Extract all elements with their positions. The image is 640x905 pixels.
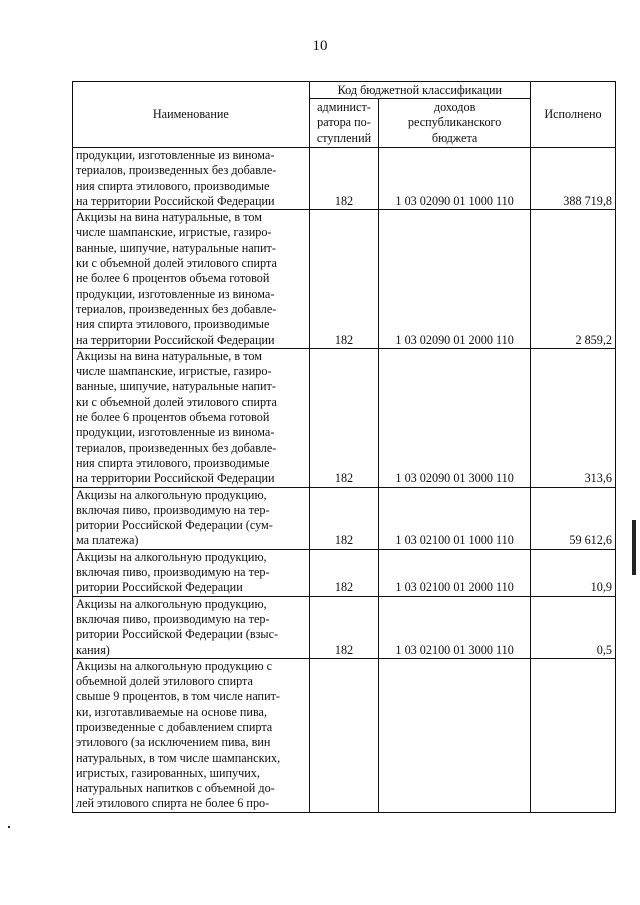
- row-income-code: 1 03 02090 01 3000 110: [379, 348, 531, 487]
- row-admin-code: 182: [309, 348, 379, 487]
- row-income-code: 1 03 02100 01 1000 110: [379, 487, 531, 549]
- page-number: 10: [312, 38, 328, 54]
- scan-dot: [8, 826, 10, 828]
- row-name-line: лей этилового спирта не более 6 про-: [76, 796, 270, 811]
- row-name-line: на территории Российской Федерации: [76, 193, 275, 208]
- row-name-line: ки, изготавливаемые на основе пива,: [76, 704, 267, 719]
- row-admin-code: 182: [309, 148, 379, 210]
- row-executed: [530, 658, 615, 812]
- row-name-line: объемной долей этилового спирта: [76, 674, 253, 689]
- row-admin-code: 182: [309, 487, 379, 549]
- row-name-line: включая пиво, производимую на тер-: [76, 611, 270, 626]
- row-admin-code: [309, 658, 379, 812]
- table-row: [73, 348, 616, 487]
- row-name: [73, 549, 310, 596]
- row-name-line: ки с объемной долей этилового спирта: [76, 394, 277, 409]
- row-executed: 2 859,2: [530, 210, 615, 349]
- row-name-line: ритории Российской Федерации (взыс-: [76, 627, 279, 642]
- header-classification-code: Код бюджетной классификации: [309, 82, 530, 99]
- row-name-line: ния спирта этилового, производимые: [76, 455, 270, 470]
- table-row: [73, 658, 616, 812]
- header-income: [379, 99, 531, 148]
- row-name-line: ритории Российской Федерации (сум-: [76, 518, 273, 533]
- header-admin: [309, 99, 379, 148]
- row-name-line: териалов, произведенных без добавле-: [76, 163, 277, 178]
- row-name-line: на территории Российской Федерации: [76, 332, 275, 347]
- header-income-line: доходов: [433, 99, 476, 114]
- row-name-line: Акцизы на алкогольную продукцию с: [76, 658, 273, 673]
- row-name: [73, 596, 310, 658]
- header-income-line: республиканского: [407, 115, 502, 130]
- header-admin-line: ратора по-: [317, 115, 371, 130]
- row-name: [73, 487, 310, 549]
- budget-table: [72, 81, 616, 813]
- header-name: Наименование: [73, 82, 310, 148]
- row-name-line: на территории Российской Федерации: [76, 471, 275, 486]
- table-row: [73, 148, 616, 210]
- row-name: [73, 658, 310, 812]
- row-income-code: 1 03 02100 01 3000 110: [379, 596, 531, 658]
- row-admin-code: 182: [309, 549, 379, 596]
- row-name-line: включая пиво, производимую на тер-: [76, 502, 270, 517]
- row-name-line: включая пиво, производимую на тер-: [76, 565, 270, 580]
- row-name-line: ма платежа): [76, 533, 139, 548]
- row-executed: 313,6: [530, 348, 615, 487]
- row-name-line: продукции, изготовленные из винома-: [76, 425, 275, 440]
- row-name-line: Акцизы на алкогольную продукцию,: [76, 596, 267, 611]
- row-name: [73, 348, 310, 487]
- row-name-line: продукции, изготовленные из винома-: [76, 148, 275, 162]
- table-row: [73, 487, 616, 549]
- header-admin-line: админист-: [317, 99, 371, 114]
- table-row: [73, 596, 616, 658]
- row-executed: 59 612,6: [530, 487, 615, 549]
- table-body: [73, 148, 616, 813]
- row-name-line: ванные, шипучие, натуральные напит-: [76, 240, 276, 255]
- row-name-line: произведенные с добавлением спирта: [76, 719, 273, 734]
- row-name-line: не более 6 процентов объема готовой: [76, 410, 270, 425]
- row-name-line: натуральных, в том числе шампанских,: [76, 750, 281, 765]
- header-admin-line: ступлений: [316, 130, 372, 145]
- row-name-line: Акцизы на вина натуральные, в том: [76, 348, 262, 363]
- row-name-line: ния спирта этилового, производимые: [76, 317, 270, 332]
- row-admin-code: 182: [309, 596, 379, 658]
- scan-edge-mark: [632, 520, 636, 575]
- row-name-line: Акцизы на алкогольную продукцию,: [76, 487, 267, 502]
- row-name-line: кания): [76, 642, 110, 657]
- row-income-code: 1 03 02090 01 1000 110: [379, 148, 531, 210]
- header-executed: Исполнено: [530, 82, 615, 148]
- table-row: [73, 549, 616, 596]
- row-name-line: не более 6 процентов объема готовой: [76, 271, 270, 286]
- row-income-code: 1 03 02090 01 2000 110: [379, 210, 531, 349]
- row-name-line: ванные, шипучие, натуральные напит-: [76, 379, 276, 394]
- row-executed: 10,9: [530, 549, 615, 596]
- row-name-line: Акцизы на вина натуральные, в том: [76, 210, 262, 225]
- row-admin-code: 182: [309, 210, 379, 349]
- table-header: [73, 82, 616, 148]
- row-executed: 388 719,8: [530, 148, 615, 210]
- row-name-line: числе шампанские, игристые, газиро-: [76, 364, 272, 379]
- row-name-line: Акцизы на алкогольную продукцию,: [76, 549, 267, 564]
- row-name-line: ния спирта этилового, производимые: [76, 178, 270, 193]
- table-row: [73, 210, 616, 349]
- row-name: [73, 148, 310, 210]
- row-name-line: натуральных напитков с объемной до-: [76, 781, 275, 796]
- row-name-line: продукции, изготовленные из винома-: [76, 286, 275, 301]
- row-name: [73, 210, 310, 349]
- row-name-line: ки с объемной долей этилового спирта: [76, 256, 277, 271]
- row-executed: 0,5: [530, 596, 615, 658]
- header-income-line: бюджета: [431, 130, 478, 145]
- row-name-line: териалов, произведенных без добавле-: [76, 301, 277, 316]
- row-name-line: свыше 9 процентов, в том числе напит-: [76, 689, 280, 704]
- row-name-line: игристых, газированных, шипучих,: [76, 765, 260, 780]
- row-name-line: числе шампанские, игристые, газиро-: [76, 225, 272, 240]
- row-name-line: териалов, произведенных без добавле-: [76, 440, 277, 455]
- row-name-line: этилового (за исключением пива, вин: [76, 735, 271, 750]
- row-income-code: 1 03 02100 01 2000 110: [379, 549, 531, 596]
- row-income-code: [379, 658, 531, 812]
- row-name-line: ритории Российской Федерации: [76, 580, 243, 595]
